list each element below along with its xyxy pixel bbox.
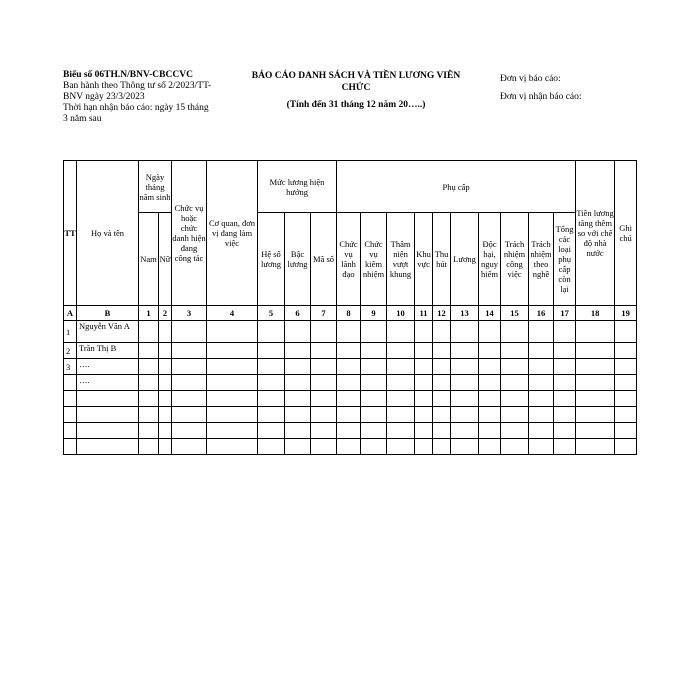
column-number: 3	[172, 306, 207, 321]
table-row	[64, 439, 637, 455]
empty-cell	[258, 423, 285, 439]
table-row	[64, 423, 637, 439]
empty-cell	[159, 391, 172, 407]
empty-cell	[207, 321, 258, 343]
empty-cell	[139, 343, 159, 359]
row-number: 2	[64, 343, 77, 359]
empty-cell	[159, 343, 172, 359]
header-tt: TT	[64, 161, 77, 306]
empty-cell	[172, 375, 207, 391]
empty-cell	[207, 359, 258, 375]
empty-cell	[172, 423, 207, 439]
row-name: Trần Thị B	[77, 343, 139, 359]
header-grade: Bậc lương	[285, 213, 311, 306]
empty-cell	[207, 343, 258, 359]
empty-cell	[311, 359, 337, 375]
form-code: Biểu số 06TH.N/BNV-CBCCVC	[63, 70, 193, 80]
column-number-row	[64, 306, 637, 321]
empty-cell	[172, 391, 207, 407]
empty-cell	[615, 423, 637, 439]
column-number: 7	[311, 306, 337, 321]
reporting-unit: Đơn vị báo cáo:	[500, 74, 561, 84]
row-name: ….	[77, 375, 139, 391]
column-number: 2	[159, 306, 172, 321]
header-responsibility-job: Trách nhiệm công việc	[501, 213, 529, 306]
empty-cell	[576, 407, 615, 423]
empty-cell	[311, 439, 337, 455]
empty-cell	[615, 391, 637, 407]
empty-cell	[451, 407, 479, 423]
column-number: 8	[337, 306, 361, 321]
empty-cell	[615, 359, 637, 375]
header-code: Mã số	[311, 213, 337, 306]
empty-cell	[207, 375, 258, 391]
empty-cell	[615, 343, 637, 359]
empty-cell	[615, 407, 637, 423]
empty-cell	[207, 423, 258, 439]
empty-cell	[554, 407, 576, 423]
empty-cell	[415, 407, 433, 423]
empty-cell	[415, 321, 433, 343]
empty-cell	[415, 343, 433, 359]
empty-cell	[529, 359, 554, 375]
empty-cell	[451, 321, 479, 343]
empty-cell	[311, 321, 337, 343]
empty-cell	[258, 375, 285, 391]
empty-cell	[361, 423, 387, 439]
empty-cell	[285, 423, 311, 439]
row-name	[77, 423, 139, 439]
empty-cell	[576, 391, 615, 407]
empty-cell	[451, 359, 479, 375]
empty-cell	[433, 407, 451, 423]
empty-cell	[479, 343, 501, 359]
empty-cell	[139, 375, 159, 391]
column-number: B	[77, 306, 139, 321]
empty-cell	[451, 391, 479, 407]
column-number: 5	[258, 306, 285, 321]
empty-cell	[615, 321, 637, 343]
empty-cell	[433, 343, 451, 359]
issued-by: Ban hành theo Thông tư số 2/2023/TT-BNV ngày 23/3/2023	[63, 81, 212, 102]
empty-cell	[285, 359, 311, 375]
empty-cell	[415, 375, 433, 391]
empty-cell	[451, 375, 479, 391]
empty-cell	[451, 439, 479, 455]
column-number: 16	[529, 306, 554, 321]
empty-cell	[361, 359, 387, 375]
empty-cell	[554, 343, 576, 359]
empty-cell	[311, 391, 337, 407]
empty-cell	[433, 321, 451, 343]
empty-cell	[501, 321, 529, 343]
row-number: 3	[64, 359, 77, 375]
empty-cell	[337, 359, 361, 375]
column-number: 10	[387, 306, 415, 321]
empty-cell	[554, 439, 576, 455]
table-row	[64, 359, 637, 375]
empty-cell	[172, 343, 207, 359]
empty-cell	[501, 391, 529, 407]
empty-cell	[139, 439, 159, 455]
report-title: BÁO CÁO DANH SÁCH VÀ TIỀN LƯƠNG VIÊN CHỨC	[251, 71, 461, 93]
empty-cell	[159, 439, 172, 455]
empty-cell	[285, 439, 311, 455]
empty-cell	[501, 439, 529, 455]
empty-cell	[361, 407, 387, 423]
header-leadership: Chức vụ lãnh đạo	[337, 213, 361, 306]
header-agency: Cơ quan, đơn vị đang làm việc	[207, 161, 258, 306]
receiving-unit: Đơn vị nhận báo cáo:	[500, 92, 582, 102]
empty-cell	[337, 407, 361, 423]
empty-cell	[529, 407, 554, 423]
column-number: 14	[479, 306, 501, 321]
empty-cell	[139, 407, 159, 423]
row-name	[77, 391, 139, 407]
empty-cell	[285, 407, 311, 423]
empty-cell	[361, 375, 387, 391]
empty-cell	[337, 343, 361, 359]
empty-cell	[258, 407, 285, 423]
empty-cell	[311, 375, 337, 391]
report-subtitle: (Tính đến 31 tháng 12 năm 20…..)	[286, 100, 426, 110]
row-name: ….	[77, 359, 139, 375]
empty-cell	[415, 423, 433, 439]
empty-cell	[529, 321, 554, 343]
table-row	[64, 407, 637, 423]
table-row	[64, 391, 637, 407]
header-coefficient: Hệ số lương	[258, 213, 285, 306]
row-number	[64, 423, 77, 439]
header-position: Chức vụ hoặc chức danh hiện đang công tác	[172, 161, 207, 306]
header-salary-level: Mức lương hiện hưởng	[258, 161, 337, 213]
empty-cell	[387, 359, 415, 375]
empty-cell	[387, 391, 415, 407]
header-hazardous: Độc hại, nguy hiểm	[479, 213, 501, 306]
header-seniority: Thâm niên vượt khung	[387, 213, 415, 306]
empty-cell	[159, 375, 172, 391]
empty-cell	[361, 321, 387, 343]
empty-cell	[337, 423, 361, 439]
empty-cell	[433, 423, 451, 439]
empty-cell	[554, 359, 576, 375]
empty-cell	[615, 375, 637, 391]
empty-cell	[387, 343, 415, 359]
empty-cell	[337, 375, 361, 391]
empty-cell	[139, 391, 159, 407]
column-number: 4	[207, 306, 258, 321]
staff-salary-table	[63, 160, 637, 455]
column-number: 19	[615, 306, 637, 321]
empty-cell	[361, 439, 387, 455]
empty-cell	[479, 321, 501, 343]
empty-cell	[615, 439, 637, 455]
empty-cell	[258, 439, 285, 455]
empty-cell	[479, 423, 501, 439]
empty-cell	[159, 359, 172, 375]
empty-cell	[501, 343, 529, 359]
column-number: A	[64, 306, 77, 321]
empty-cell	[415, 439, 433, 455]
header-allowances: Phụ cấp	[337, 161, 576, 213]
empty-cell	[576, 375, 615, 391]
empty-cell	[479, 407, 501, 423]
empty-cell	[139, 321, 159, 343]
empty-cell	[172, 321, 207, 343]
empty-cell	[576, 359, 615, 375]
table-row	[64, 375, 637, 391]
empty-cell	[529, 375, 554, 391]
row-number	[64, 391, 77, 407]
empty-cell	[337, 391, 361, 407]
table-body	[64, 321, 637, 455]
empty-cell	[529, 391, 554, 407]
header-male: Nam	[139, 213, 159, 306]
empty-cell	[554, 423, 576, 439]
empty-cell	[451, 343, 479, 359]
header-increase: Tiền lương tăng thêm so với chế độ nhà nước	[576, 161, 615, 306]
header-total-other: Tổng các loại phụ cấp còn lại	[554, 213, 576, 306]
empty-cell	[576, 439, 615, 455]
empty-cell	[433, 359, 451, 375]
column-number: 13	[451, 306, 479, 321]
empty-cell	[501, 375, 529, 391]
empty-cell	[387, 439, 415, 455]
empty-cell	[529, 439, 554, 455]
empty-cell	[361, 391, 387, 407]
table-row	[64, 343, 637, 359]
empty-cell	[172, 439, 207, 455]
empty-cell	[554, 321, 576, 343]
empty-cell	[387, 321, 415, 343]
header-responsibility-profession: Trách nhiệm theo nghề	[529, 213, 554, 306]
report-title-block	[245, 70, 467, 111]
empty-cell	[207, 439, 258, 455]
row-number	[64, 375, 77, 391]
empty-cell	[501, 407, 529, 423]
header-note: Ghi chú	[615, 161, 637, 306]
empty-cell	[576, 321, 615, 343]
empty-cell	[139, 359, 159, 375]
empty-cell	[433, 439, 451, 455]
empty-cell	[139, 423, 159, 439]
column-number: 18	[576, 306, 615, 321]
empty-cell	[387, 423, 415, 439]
empty-cell	[311, 343, 337, 359]
empty-cell	[576, 423, 615, 439]
empty-cell	[207, 407, 258, 423]
report-deadline: Thời hạn nhận báo cáo: ngày 15 tháng 3 năm sau	[63, 103, 209, 124]
row-number: 1	[64, 321, 77, 343]
column-number: 9	[361, 306, 387, 321]
header-name: Họ và tên	[77, 161, 139, 306]
empty-cell	[415, 391, 433, 407]
row-name: Nguyễn Văn A	[77, 321, 139, 343]
empty-cell	[285, 375, 311, 391]
form-info	[63, 70, 215, 125]
empty-cell	[207, 391, 258, 407]
row-name	[77, 439, 139, 455]
empty-cell	[337, 321, 361, 343]
empty-cell	[554, 375, 576, 391]
header-dob: Ngày tháng năm sinh	[139, 161, 172, 213]
column-number: 12	[433, 306, 451, 321]
column-number: 17	[554, 306, 576, 321]
empty-cell	[258, 343, 285, 359]
empty-cell	[576, 343, 615, 359]
row-number	[64, 439, 77, 455]
empty-cell	[387, 375, 415, 391]
empty-cell	[479, 375, 501, 391]
header-salary: Lương	[451, 213, 479, 306]
header-female: Nữ	[159, 213, 172, 306]
empty-cell	[529, 423, 554, 439]
header-concurrent: Chức vụ kiêm nhiệm	[361, 213, 387, 306]
empty-cell	[285, 391, 311, 407]
header-regional: Khu vực	[415, 213, 433, 306]
empty-cell	[554, 391, 576, 407]
empty-cell	[258, 359, 285, 375]
empty-cell	[451, 423, 479, 439]
empty-cell	[337, 439, 361, 455]
unit-info	[500, 70, 640, 106]
empty-cell	[361, 343, 387, 359]
table-row	[64, 321, 637, 343]
empty-cell	[285, 321, 311, 343]
empty-cell	[285, 343, 311, 359]
row-name	[77, 407, 139, 423]
empty-cell	[311, 407, 337, 423]
column-number: 1	[139, 306, 159, 321]
empty-cell	[529, 343, 554, 359]
empty-cell	[311, 423, 337, 439]
empty-cell	[433, 391, 451, 407]
empty-cell	[387, 407, 415, 423]
empty-cell	[172, 359, 207, 375]
empty-cell	[415, 359, 433, 375]
empty-cell	[501, 423, 529, 439]
empty-cell	[479, 439, 501, 455]
empty-cell	[433, 375, 451, 391]
empty-cell	[159, 407, 172, 423]
column-number: 11	[415, 306, 433, 321]
empty-cell	[501, 359, 529, 375]
empty-cell	[159, 321, 172, 343]
column-number: 15	[501, 306, 529, 321]
empty-cell	[479, 391, 501, 407]
empty-cell	[258, 391, 285, 407]
empty-cell	[258, 321, 285, 343]
empty-cell	[172, 407, 207, 423]
header-attraction: Thu hút	[433, 213, 451, 306]
column-number: 6	[285, 306, 311, 321]
row-number	[64, 407, 77, 423]
empty-cell	[479, 359, 501, 375]
empty-cell	[159, 423, 172, 439]
